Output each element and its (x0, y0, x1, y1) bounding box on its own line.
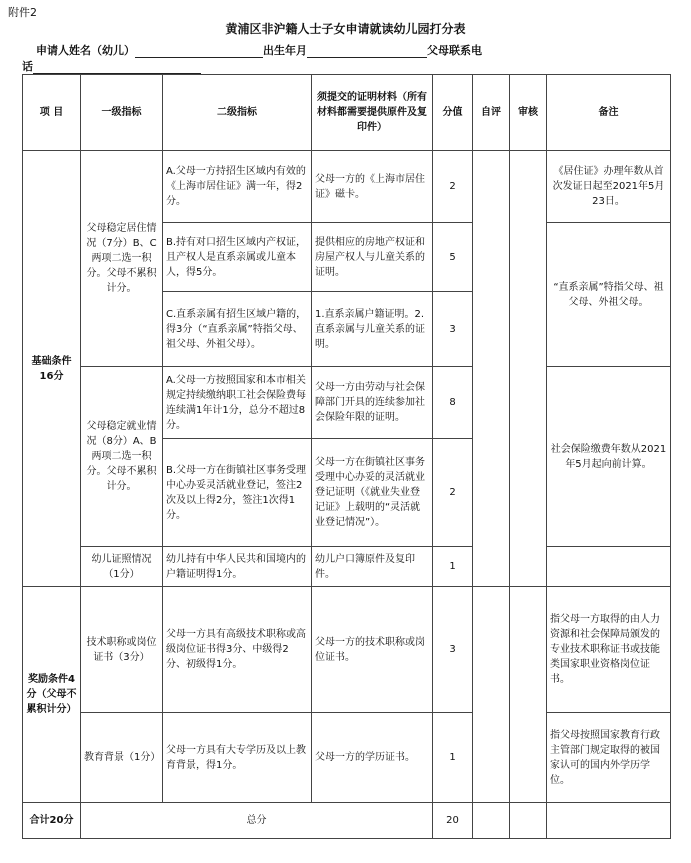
header-score: 分值 (433, 75, 473, 151)
total-review[interactable] (510, 803, 547, 839)
header-self-eval: 自评 (473, 75, 510, 151)
attachment-label: 附件2 (8, 6, 37, 19)
score-cell: 8 (433, 367, 473, 439)
total-label: 合计20分 (23, 803, 81, 839)
header-row (23, 75, 671, 151)
score-cell: 3 (433, 292, 473, 367)
phone-label: 父母联系电 (427, 44, 482, 57)
review-cell[interactable] (510, 151, 547, 587)
score-cell: 1 (433, 713, 473, 803)
level1-residence: 父母稳定居住情况（7分）B、C两项二选一积分。父母不累积计分。 (81, 151, 163, 367)
score-cell: 1 (433, 547, 473, 587)
materials-cell: 父母一方由劳动与社会保障部门开具的连续参加社会保险年限的证明。 (312, 367, 433, 439)
table-row (23, 151, 671, 223)
score-table (22, 74, 671, 839)
self-eval-cell[interactable] (473, 151, 510, 587)
phone-row (22, 58, 201, 74)
birth-label: 出生年月 (263, 44, 307, 57)
total-remark (547, 803, 671, 839)
score-cell: 2 (433, 439, 473, 547)
applicant-row (36, 42, 482, 58)
applicant-label: 申请人姓名（幼儿） (36, 44, 135, 57)
phone-field[interactable] (33, 61, 201, 74)
table-row (23, 587, 671, 713)
header-level1: 一级指标 (81, 75, 163, 151)
remark-education: 指父母按照国家教育行政主管部门规定取得的被国家认可的国内外学历学位。 (547, 713, 671, 803)
header-item: 项 目 (23, 75, 81, 151)
level2-cell: A.父母一方持招生区域内有效的《上海市居住证》满一年，得2分。 (163, 151, 312, 223)
page-title: 黄浦区非沪籍人士子女申请就读幼儿园打分表 (225, 22, 466, 36)
materials-cell: 父母一方的学历证书。 (312, 713, 433, 803)
materials-cell: 父母一方的《上海市居住证》磁卡。 (312, 151, 433, 223)
level1-title-cert: 技术职称或岗位证书（3分） (81, 587, 163, 713)
header-materials: 须提交的证明材料（所有材料都需要提供原件及复印件） (312, 75, 433, 151)
level2-cell: 幼儿持有中华人民共和国境内的户籍证明得1分。 (163, 547, 312, 587)
phone-label-cont: 话 (22, 60, 33, 73)
header-level2: 二级指标 (163, 75, 312, 151)
section-basic: 基础条件16分 (23, 151, 81, 587)
self-eval-cell[interactable] (473, 587, 510, 803)
level1-employment: 父母稳定就业情况（8分）A、B两项二选一积分。父母不累积计分。 (81, 367, 163, 547)
level2-cell: 父母一方具有高级技术职称或高级岗位证书得3分、中级得2分、初级得1分。 (163, 587, 312, 713)
total-self-eval[interactable] (473, 803, 510, 839)
level1-education: 教育背景（1分） (81, 713, 163, 803)
score-cell: 3 (433, 587, 473, 713)
table-row (23, 713, 671, 803)
birth-field[interactable] (307, 45, 427, 58)
score-cell: 2 (433, 151, 473, 223)
total-score: 20 (433, 803, 473, 839)
level1-household: 幼儿证照情况（1分） (81, 547, 163, 587)
total-row (23, 803, 671, 839)
total-text: 总分 (81, 803, 433, 839)
materials-cell: 1.直系亲属户籍证明。2.直系亲属与儿童关系的证明。 (312, 292, 433, 367)
section-bonus: 奖励条件4分（父母不累积计分） (23, 587, 81, 803)
remark-relatives: “直系亲属”特指父母、祖父母、外祖父母。 (547, 223, 671, 367)
level2-cell: B.持有对口招生区域内产权证，且产权人是直系亲属或儿童本人，得5分。 (163, 223, 312, 292)
header-remarks: 备注 (547, 75, 671, 151)
materials-cell: 提供相应的房地产权证和房屋产权人与儿童关系的证明。 (312, 223, 433, 292)
remark-social-insurance: 社会保险缴费年数从2021年5月起向前计算。 (547, 367, 671, 547)
remark-title-cert: 指父母一方取得的由人力资源和社会保障局颁发的专业技术职称证书或技能类国家职业资格岗位证书。 (547, 587, 671, 713)
remark-empty (547, 547, 671, 587)
level2-cell: 父母一方具有大专学历及以上教育背景，得1分。 (163, 713, 312, 803)
review-cell[interactable] (510, 587, 547, 803)
score-cell: 5 (433, 223, 473, 292)
remark-residence-permit: 《居住证》办理年数从首次发证日起至2021年5月23日。 (547, 151, 671, 223)
materials-cell: 幼儿户口簿原件及复印件。 (312, 547, 433, 587)
applicant-field[interactable] (135, 45, 263, 58)
materials-cell: 父母一方的技术职称或岗位证书。 (312, 587, 433, 713)
level2-cell: B.父母一方在街镇社区事务受理中心办妥灵活就业登记，签注2次及以上得2分，签注1次得1分。 (163, 439, 312, 547)
level2-cell: A.父母一方按照国家和本市相关规定持续缴纳职工社会保险费每连续满1年计1分，总分不超过8分。 (163, 367, 312, 439)
materials-cell: 父母一方在街镇社区事务受理中心办妥的灵活就业登记证明（《就业失业登记证》上载明的“灵活就业登记情况”）。 (312, 439, 433, 547)
table-row (23, 367, 671, 439)
table-row (23, 547, 671, 587)
level2-cell: C.直系亲属有招生区域户籍的，得3分（“直系亲属”特指父母、祖父母、外祖父母）。 (163, 292, 312, 367)
header-review: 审核 (510, 75, 547, 151)
